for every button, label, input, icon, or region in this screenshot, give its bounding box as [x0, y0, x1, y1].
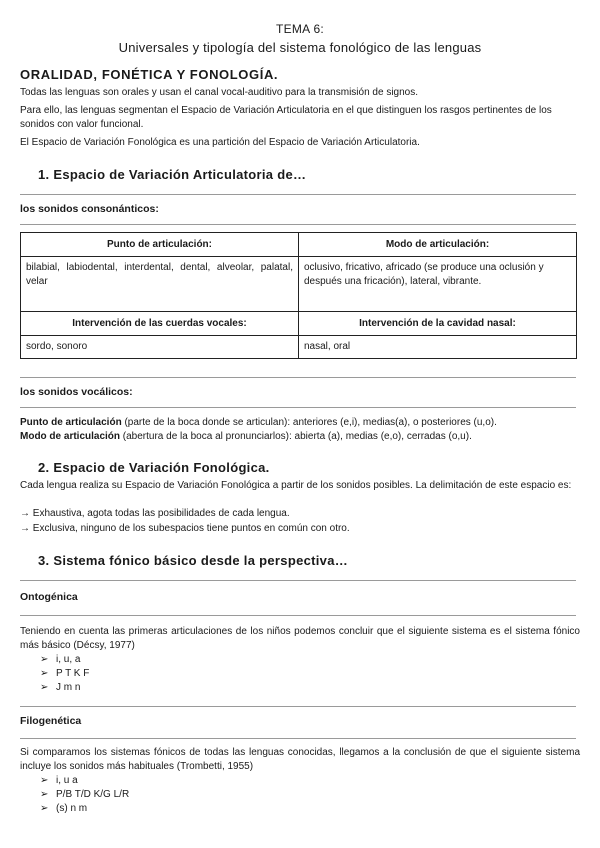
divider	[20, 194, 576, 195]
arrow-bullet-icon: ➢	[40, 654, 49, 665]
vowel-modo-text: (abertura de la boca al pronunciarlos): abierta (a), medias (e,o), cerradas (o,u).	[120, 431, 472, 442]
section-heading-3: 3. Sistema fónico básico desde la perspectiva…	[38, 553, 349, 568]
list-item: ➢ J m n	[40, 682, 81, 693]
section-heading-2: 2. Espacio de Variación Fonológica.	[38, 460, 270, 475]
section-heading-1: 1. Espacio de Variación Articulatoria de…	[38, 167, 307, 182]
vowel-punto-text: (parte de la boca donde se articulan): anteriores (e,i), medias(a), o posteriores (u,o).	[121, 417, 497, 428]
table-cell-nasal: nasal, oral	[299, 336, 577, 359]
table-header-cuerdas: Intervención de las cuerdas vocales:	[21, 312, 299, 336]
paragraph-ontogenica: Teniendo en cuenta las primeras articulaciones de los niños podemos concluir que el siguiente sistema es el sistema fónico más básico (Décsy, 1977)	[20, 626, 580, 651]
arrow-bullet-icon: ➢	[40, 789, 49, 800]
list-item: ➢ P/B T/D K/G L/R	[40, 789, 130, 800]
list-item: ➢ (s) n m	[40, 803, 88, 814]
divider	[20, 377, 576, 378]
vowel-punto-line	[20, 416, 580, 430]
paragraph-partition: El Espacio de Variación Fonológica es una partición del Espacio de Variación Articulatoria.	[20, 137, 420, 148]
list-item: ➢ i, u, a	[40, 654, 81, 665]
articulation-table	[20, 232, 577, 359]
divider	[20, 706, 576, 707]
subheading-consonants: los sonidos consonánticos:	[20, 203, 159, 215]
divider	[20, 615, 576, 616]
bullet-exhaustive: → Exhaustiva, agota todas las posibilidades de cada lengua.	[20, 508, 290, 519]
paragraph-filogenetica: Si comparamos los sistemas fónicos de todas las lenguas conocidas, llegamos a la conclusión de que el siguiente sistema incluye los sonidos más habituales (Trombetti, 1955)	[20, 747, 580, 772]
divider	[20, 738, 576, 739]
arrow-bullet-icon: ➢	[40, 668, 49, 679]
arrow-bullet-icon: ➢	[40, 803, 49, 814]
paragraph-oral: Todas las lenguas son orales y usan el canal vocal-auditivo para la transmisión de signos.	[20, 87, 419, 98]
table-cell-modo: oclusivo, fricativo, africado (se produce una oclusión y después una fricación), lateral, vibrante.	[299, 257, 577, 312]
list-item: ➢ P T K F	[40, 668, 90, 679]
subheading-ontogenica: Ontogénica	[20, 591, 78, 603]
ontogenica-list	[40, 653, 89, 695]
table-header-punto: Punto de articulación:	[21, 233, 299, 257]
bullet-exclusive: → Exclusiva, ninguno de los subespacios tiene puntos en común con otro.	[20, 523, 350, 534]
table-cell-cuerdas: sordo, sonoro	[21, 336, 299, 359]
vowel-modo-label: Modo de articulación	[20, 431, 121, 442]
arrow-bullet-icon: ➢	[40, 775, 49, 786]
table-cell-punto: bilabial, labiodental, interdental, dental, alveolar, palatal, velar	[21, 257, 299, 312]
paragraph-variation: Cada lengua realiza su Espacio de Variación Fonológica a partir de los sonidos posibles. La delimitación de este espacio es:	[20, 480, 572, 491]
section-heading-oralidad: ORALIDAD, FONÉTICA Y FONOLOGÍA.	[20, 67, 279, 82]
page-title: Universales y tipología del sistema fonológico de las lenguas	[118, 40, 482, 55]
subheading-filogenetica: Filogenética	[20, 715, 82, 727]
divider	[20, 224, 576, 225]
divider	[20, 407, 576, 408]
vowel-modo-line	[20, 430, 580, 444]
topic-number: TEMA 6:	[275, 22, 325, 36]
arrow-bullet-icon: ➢	[40, 682, 49, 693]
subheading-vowels: los sonidos vocálicos:	[20, 386, 133, 398]
paragraph-segmentation: Para ello, las lenguas segmentan el Espacio de Variación Articulatoria en el que distinguen los rasgos pertinentes de los sonidos con valor funcional.	[20, 105, 552, 130]
vowel-punto-label: Punto de articulación	[20, 417, 122, 428]
list-item: ➢ i, u a	[40, 775, 78, 786]
table-header-modo: Modo de articulación:	[299, 233, 577, 257]
divider	[20, 580, 576, 581]
table-header-nasal: Intervención de la cavidad nasal:	[299, 312, 577, 336]
filogenetica-list	[40, 774, 129, 816]
